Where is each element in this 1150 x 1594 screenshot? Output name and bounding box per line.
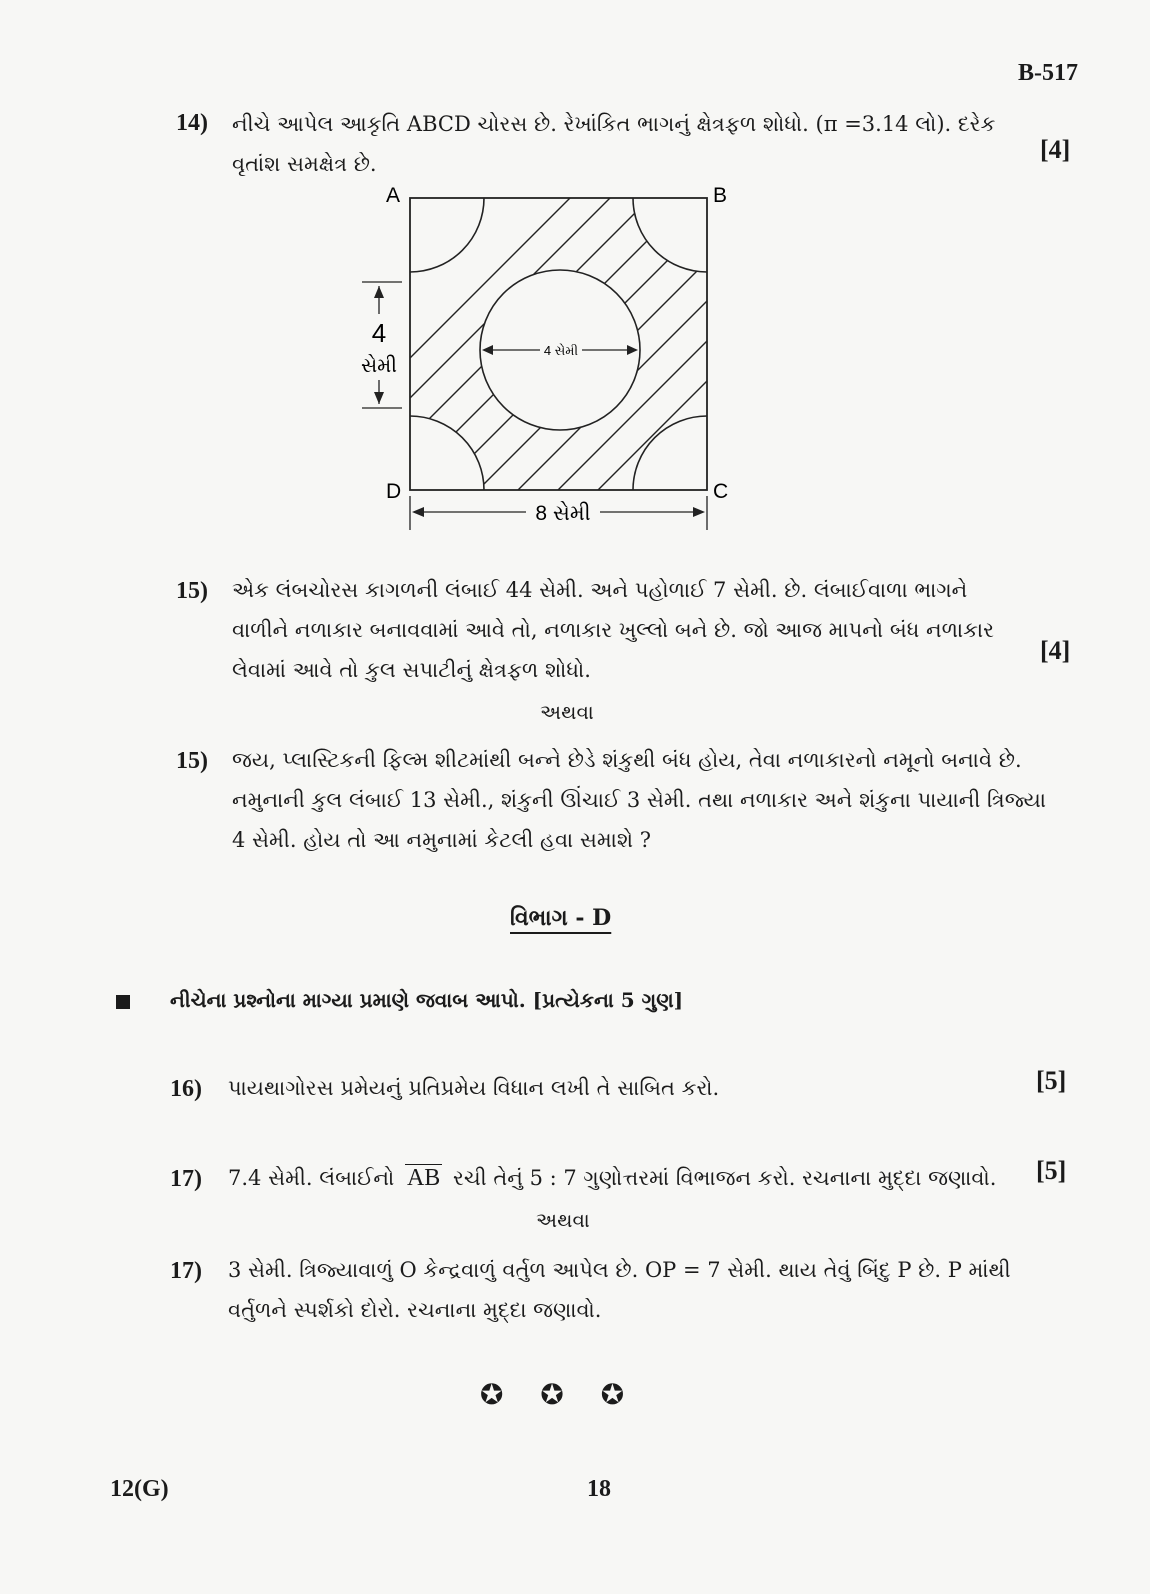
question-14-line-1: નીચે આપેલ આકૃતિ ABCD ચોરસ છે. રેખાંકિત ભાગનું ક્ષેત્રફળ શોધો. (π =3.14 લો). દરેક	[232, 112, 996, 136]
vertex-b-label: B	[713, 184, 728, 207]
diameter-label: 4 સેમી	[543, 343, 579, 358]
question-17-marks: [5]	[1036, 1156, 1067, 1185]
segment-ab: AB	[406, 1165, 441, 1191]
question-17-alt-line-1: 3 સેમી. ત્રિજ્યાવાળું O કેન્દ્રવાળું વર્તુળ આપેલ છે. OP = 7 સેમી. થાય તેવું બિંદુ P છે. P માંથી	[228, 1258, 1011, 1282]
corner-height-unit: સેમી	[360, 355, 398, 377]
question-17-text-after: રચી તેનું 5 : 7 ગુણોત્તરમાં વિભાજન કરો. રચનાના મુદ્દા જણાવો.	[452, 1166, 997, 1190]
vertex-a-label: A	[386, 184, 401, 207]
end-mark-2: ✪	[540, 1378, 564, 1411]
question-17-alt-text	[228, 1250, 1011, 1330]
page-number: 18	[587, 1476, 611, 1502]
question-15-marks: [4]	[1040, 636, 1071, 665]
question-15-line-3: લેવામાં આવે તો કુલ સપાટીનું ક્ષેત્રફળ શોધો.	[232, 658, 591, 682]
side-length-label: 8 સેમી	[535, 502, 591, 525]
quadrant-a	[350, 178, 484, 272]
question-15-number: 15)	[176, 578, 208, 604]
question-17-alt-number: 17)	[170, 1258, 202, 1284]
question-14-number: 14)	[176, 110, 208, 136]
question-15-alt-text	[232, 740, 1046, 860]
corner-height-value: 4	[371, 318, 387, 348]
end-mark-1: ✪	[480, 1378, 504, 1411]
question-14-line-2: વૃતાંશ સમક્ષેત્ર છે.	[232, 152, 377, 176]
question-15-line-1: એક લંબચોરસ કાગળની લંબાઈ 44 સેમી. અને પહોળાઈ 7 સેમી. છે. લંબાઈવાળા ભાગને	[232, 578, 968, 602]
question-15-alt-number: 15)	[176, 748, 208, 774]
question-16-number: 16)	[170, 1076, 202, 1102]
question-14-text	[232, 104, 995, 184]
end-marks	[480, 1378, 624, 1411]
bullet-square	[116, 995, 130, 1009]
question-17-number: 17)	[170, 1166, 202, 1192]
section-title: વિભાગ - D	[510, 905, 612, 931]
question-17-text	[228, 1158, 996, 1198]
end-mark-3: ✪	[600, 1378, 625, 1411]
question-16-line-1: પાયથાગોરસ પ્રમેયનું પ્રતિપ્રમેય વિધાન લખી તે સાબિત કરો.	[228, 1076, 720, 1100]
question-17-text-before: 7.4 સેમી. લંબાઈનો	[228, 1166, 395, 1190]
question-15-text	[232, 570, 994, 690]
question-16-marks: [5]	[1036, 1066, 1067, 1095]
or-label-2: અથવા	[536, 1208, 590, 1232]
question-15-alt-line-1: જય, પ્લાસ્ટિકની ફિલ્મ શીટમાંથી બન્ને છેડે શંકુથી બંધ હોય, તેવા નળાકારનો નમૂનો બનાવે છે.	[232, 748, 1022, 772]
section-instruction: નીચેના પ્રશ્નોના માગ્યા પ્રમાણે જવાબ આપો. [પ્રત્યેકના 5 ગુણ]	[170, 988, 684, 1012]
question-14-marks: [4]	[1040, 135, 1071, 164]
square-figure	[350, 178, 750, 548]
vertex-d-label: D	[386, 480, 402, 503]
or-label-1: અથવા	[540, 700, 594, 724]
quadrant-d	[350, 416, 484, 548]
vertex-c-label: C	[713, 480, 729, 503]
footer-code: 12(G)	[110, 1476, 169, 1502]
paper-code: B-517	[1018, 60, 1078, 86]
quadrant-b	[633, 178, 750, 272]
question-15-alt-line-3: 4 સેમી. હોય તો આ નમુનામાં કેટલી હવા સમાશે ?	[232, 828, 651, 852]
question-16-text	[228, 1068, 719, 1108]
question-15-line-2: વાળીને નળાકાર બનાવવામાં આવે તો, નળાકાર ખુલ્લો બને છે. જો આજ માપનો બંધ નળાકાર	[232, 618, 994, 642]
question-15-alt-line-2: નમુનાની કુલ લંબાઈ 13 સેમી., શંકુની ઊંચાઈ 3 સેમી. તથા નળાકાર અને શંકુના પાયાની ત્રિજ્યા	[232, 788, 1047, 812]
question-17-alt-line-2: વર્તુળને સ્પર્શકો દોરો. રચનાના મુદ્દા જણાવો.	[228, 1298, 602, 1322]
